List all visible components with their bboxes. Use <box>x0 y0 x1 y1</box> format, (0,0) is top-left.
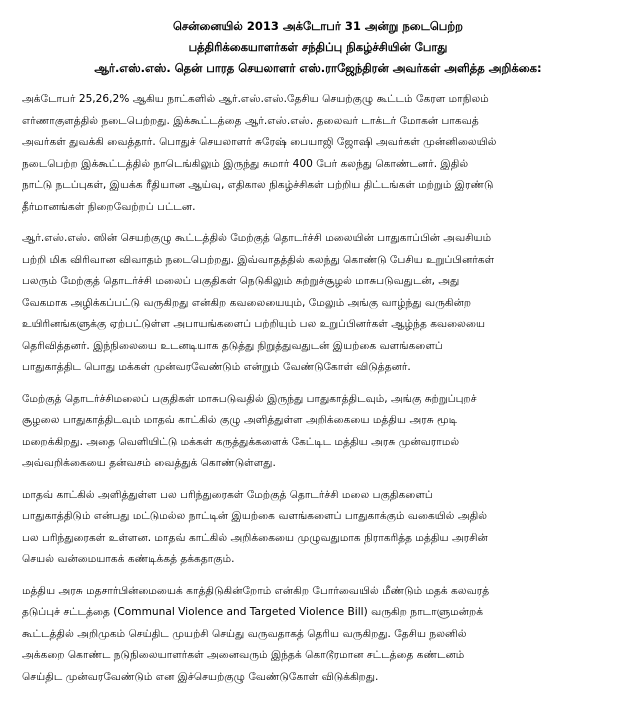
text-line: உயிரினங்களுக்கு ஏற்பட்டுள்ள அபாயங்களைப் பற்றியும் பல உறுப்பினர்கள் ஆழ்ந்த கவலையை <box>22 318 486 330</box>
text-line: அவ்வறிக்கையை தன்வசம் வைத்துக் கொண்டுள்ளது. <box>22 457 276 469</box>
text-line: பாதுகாத்திடும் என்பது மட்டுமல்ல நாட்டின் இயற்கை வளங்களைப் பாதுகாக்கும் வகையில் அதில் <box>22 510 488 522</box>
text-line: செய்திட முன்வரவேண்டும் என இச்செயற்குழு வேண்டுகோள் விடுக்கிறது. <box>22 670 379 683</box>
paragraph-5 <box>22 581 614 689</box>
text-line: ஆர்.எஸ்.எஸ். ஸின் செயற்குழு கூட்டத்தில் மேற்குத் தொடர்ச்சி மலையின் பாதுகாப்பின் அவசியம் <box>22 232 492 244</box>
text-line: மறைக்கிறது. அதை வெளியிட்டு மக்கள் கருத்துக்களைக் கேட்டிட மத்திய அரசு முன்வராமல் <box>22 435 460 448</box>
document-heading <box>22 16 614 79</box>
text-line: வேகமாக அழிக்கப்பட்டு வருகிறது என்கிற கவலையையும், மேலும் அங்கு வாழ்ந்து வருகின்ற <box>22 296 472 309</box>
text-line: அக்கறை கொண்ட நடுநிலையாளர்கள் அனைவரும் இந்தக் கொடூரமான சட்டத்தை கண்டனம் <box>22 649 465 661</box>
text-line: தீர்மானங்கள் நிறைவேற்றப் பட்டன. <box>22 200 196 213</box>
text-line: மாதவ் காட்கில் அளித்துள்ள பல பரிந்துரைகள் மேற்குத் தொடர்ச்சி மலை பகுதிகளைப் <box>22 488 433 501</box>
heading-line: சென்னையில் 2013 அக்டோபர் 31 அன்று நடைபெற்ற <box>172 19 464 33</box>
text-line: மத்திய அரசு மதசார்பின்மையைக் காத்திடுகின்றோம் என்கிற போர்வையில் மீண்டும் மதக் கலவரத் <box>22 584 490 597</box>
text-line: தெரிவித்தனர். இந்நிலையை உடனடியாக தடுத்து நிறுத்துவதுடன் இயற்கை வளங்களைப் <box>22 339 443 352</box>
paragraph-2 <box>22 228 614 379</box>
heading-line: ஆர்.எஸ்.எஸ். தென் பாரத செயலாளர் எஸ்.ராஜேந்திரன் அவர்கள் அளித்த அறிக்கை: <box>94 61 542 75</box>
text-line: அவர்கள் துவக்கி வைத்தார். பொதுச் செயலாளர் சுரேஷ் பையாஜி ஜோஷி அவர்கள் முன்னிலையில் <box>22 136 497 148</box>
text-line: மேற்குத் தொடர்ச்சிமலைப் பகுதிகள் மாசுபடுவதில் இருந்து பாதுகாத்திடவும், அங்கு சுற்றுப்புறச் <box>22 392 477 405</box>
text-line: எர்ணாகுளத்தில் நடைபெற்றது. இக்கூட்டத்தை ஆர்.எஸ்.எஸ். தலைவர் டாக்டர் மோகன் பாகவத் <box>22 114 479 127</box>
text-line: அக்டோபர் 25,26,2% ஆகிய நாட்களில் ஆர்.எஸ்.எஸ்.தேசிய செயற்குழு கூட்டம் கேரள மாநிலம் <box>22 93 489 105</box>
text-line: கூட்டத்தில் அறிமுகம் செய்திட முயற்சி செய்து வருவதாகத் தெரிய வருகிறது. தேசிய நலனில் <box>22 627 467 640</box>
text-line: நாட்டு நடப்புகள், இயக்க ரீதியான ஆய்வு, எதிகால நிகழ்ச்சிகள் பற்றிய திட்டங்கள் மற்றும் இரண்டு <box>22 179 494 191</box>
text-line: பாதுகாத்திட பொது மக்கள் முன்வரவேண்டும் என்றும் வேண்டுகோள் விடுத்தனர். <box>22 361 411 373</box>
paragraph-3 <box>22 389 614 475</box>
text-line: பல பரிந்துரைகள் உள்ளன. மாதவ் காட்கில் அறிக்கையை முழுவதுமாக நிராகரித்த மத்திய அரசின் <box>22 531 488 544</box>
heading-line: பத்திரிக்கையாளர்கள் சந்திப்பு நிகழ்ச்சியின் போது <box>188 40 448 54</box>
text-line: செயல் வன்மையாகக் கண்டிக்கத் தக்கதாகும். <box>22 553 235 565</box>
text-line: நடைபெற்ற இக்கூட்டத்தில் நாடெங்கிலும் இருந்து சுமார் 400 பேர் கலந்து கொண்டனர். இதில் <box>22 157 469 170</box>
paragraph-1 <box>22 89 614 218</box>
text-line: பற்றி மிக விரிவான விவாதம் நடைபெற்றது. இவ்வாதத்தில் கலந்து கொண்டு பேசிய உறுப்பினர்கள் <box>22 253 495 266</box>
text-line: பலரும் மேற்குத் தொடர்ச்சி மலைப் பகுதிகள் நெடுகிலும் சுற்றுச்சூழல் மாசுபடுவதுடன், அது <box>22 275 460 287</box>
text-line: சூழலை பாதுகாத்திடவும் மாதவ் காட்கில் குழு அளித்துள்ள அறிக்கையை மத்திய அரசு மூடி <box>22 414 458 426</box>
text-line: தடுப்புச் சட்டத்தை (Communal Violence and Targeted Violence Bill) வருகிற நாடாளுமன்றக் <box>22 606 484 618</box>
paragraph-4 <box>22 485 614 571</box>
